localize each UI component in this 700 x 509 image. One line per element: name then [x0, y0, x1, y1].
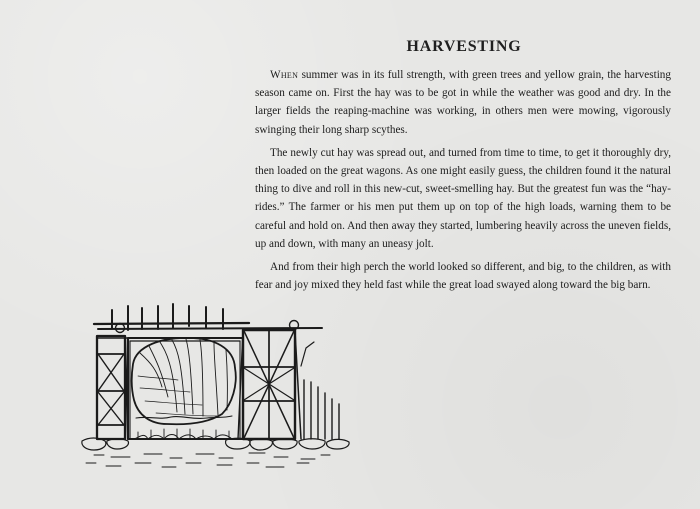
story-text — [255, 66, 671, 299]
paragraph-2: The newly cut hay was spread out, and turned from time to time, to get it thoroughly dry, then loaded on the great wagons. As one might easily guess, the children found it the natural thing to dive and roll in this new-cut, sweet-smelling hay. But the greatest fun was the “hay-rides.” The farmer or his men put them up on top of the high loads, warning them to be careful and hold on. And then away they started, lumbering heavily across the uneven fields, up and down, with many an uneasy jolt. — [255, 146, 671, 250]
barn-illustration — [78, 292, 360, 472]
page-title: HARVESTING — [406, 38, 522, 55]
paragraph-1-lead: When — [270, 69, 299, 81]
paragraph-1 — [255, 66, 671, 139]
barn-hay-wagon-icon — [78, 292, 360, 472]
paragraph-1-text: summer was in its full strength, with green trees and yellow grain, the harvesting season came on. First the hay was to be got in while the weather was good and dry. In the larger fields the reaping-machine was working, in others men were mowing, vigorously swinging their long sharp scythes. — [255, 69, 671, 136]
paragraph-3: And from their high perch the world looked so different, and big, to the children, as with fear and joy mixed they held fast while the great load swayed along toward the big barn. — [255, 261, 671, 292]
